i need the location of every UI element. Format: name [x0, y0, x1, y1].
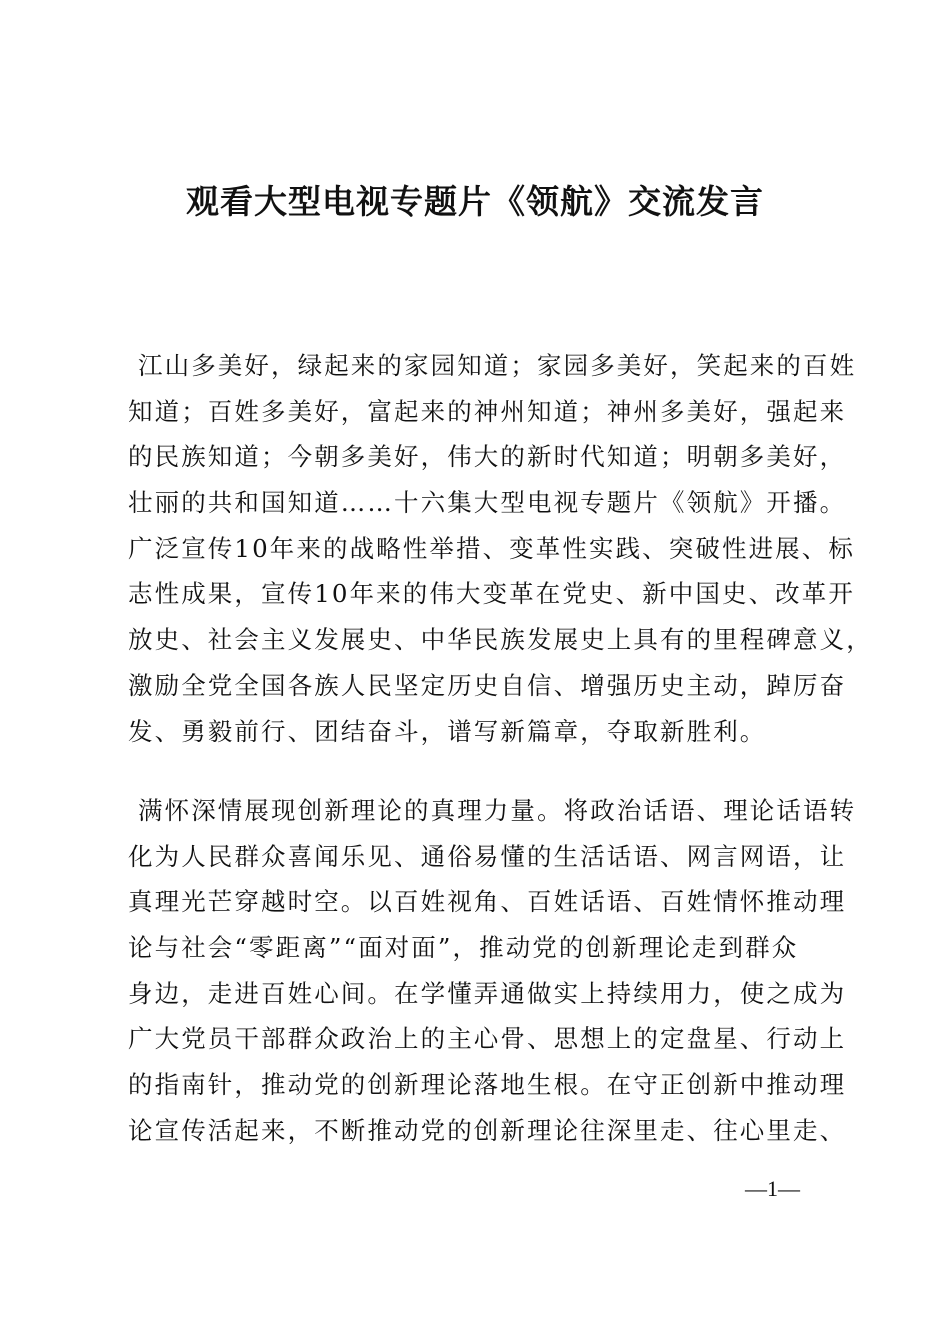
text-line: 志性成果，宣传10年来的伟大变革在党史、新中国史、改革开 — [128, 579, 855, 609]
text-line: 激励全党全国各族人民坚定历史自信、增强历史主动，踔厉奋 — [128, 670, 847, 700]
text-line: 江山多美好，绿起来的家园知道；家园多美好，笑起来的百姓 — [138, 351, 857, 380]
text-line: 论与社会“零距离”“面对面”，推动党的创新理论走到群众 — [128, 933, 799, 963]
text-line: 的指南针，推动党的创新理论落地生根。在守正创新中推动理 — [128, 1070, 847, 1100]
text-line: 发、勇毅前行、团结奋斗，谱写新篇章，夺取新胜利。 — [128, 716, 767, 746]
paragraph-2 — [128, 788, 857, 1154]
text-line: 广泛宣传10年来的战略性举措、变革性实践、突破性进展、标 — [128, 533, 855, 563]
paragraph-1 — [128, 343, 873, 754]
text-line: 化为人民群众喜闻乐见、通俗易懂的生活话语、网言网语，让 — [128, 841, 847, 871]
page-number: —1— — [745, 1176, 800, 1201]
text-line: 的民族知道；今朝多美好，伟大的新时代知道；明朝多美好， — [128, 442, 847, 472]
text-line: 壮丽的共和国知道……十六集大型电视专题片《领航》开播。 — [128, 488, 847, 518]
text-line: 广大党员干部群众政治上的主心骨、思想上的定盘星、行动上 — [128, 1024, 847, 1054]
text-line: 放史、社会主义发展史、中华民族发展史上具有的里程碑意义， — [128, 625, 873, 655]
text-line: 真理光芒穿越时空。以百姓视角、百姓话语、百姓情怀推动理 — [128, 887, 847, 917]
text-line: 知道；百姓多美好，富起来的神州知道；神州多美好，强起来 — [128, 396, 847, 426]
text-line: 满怀深情展现创新理论的真理力量。将政治话语、理论话语转 — [138, 796, 857, 825]
text-line: 论宣传活起来，不断推动党的创新理论往深里走、往心里走、 — [128, 1115, 847, 1145]
text-line: 身边，走进百姓心间。在学懂弄通做实上持续用力，使之成为 — [128, 978, 847, 1008]
document-title: 观看大型电视专题片《领航》交流发言 — [186, 182, 764, 221]
